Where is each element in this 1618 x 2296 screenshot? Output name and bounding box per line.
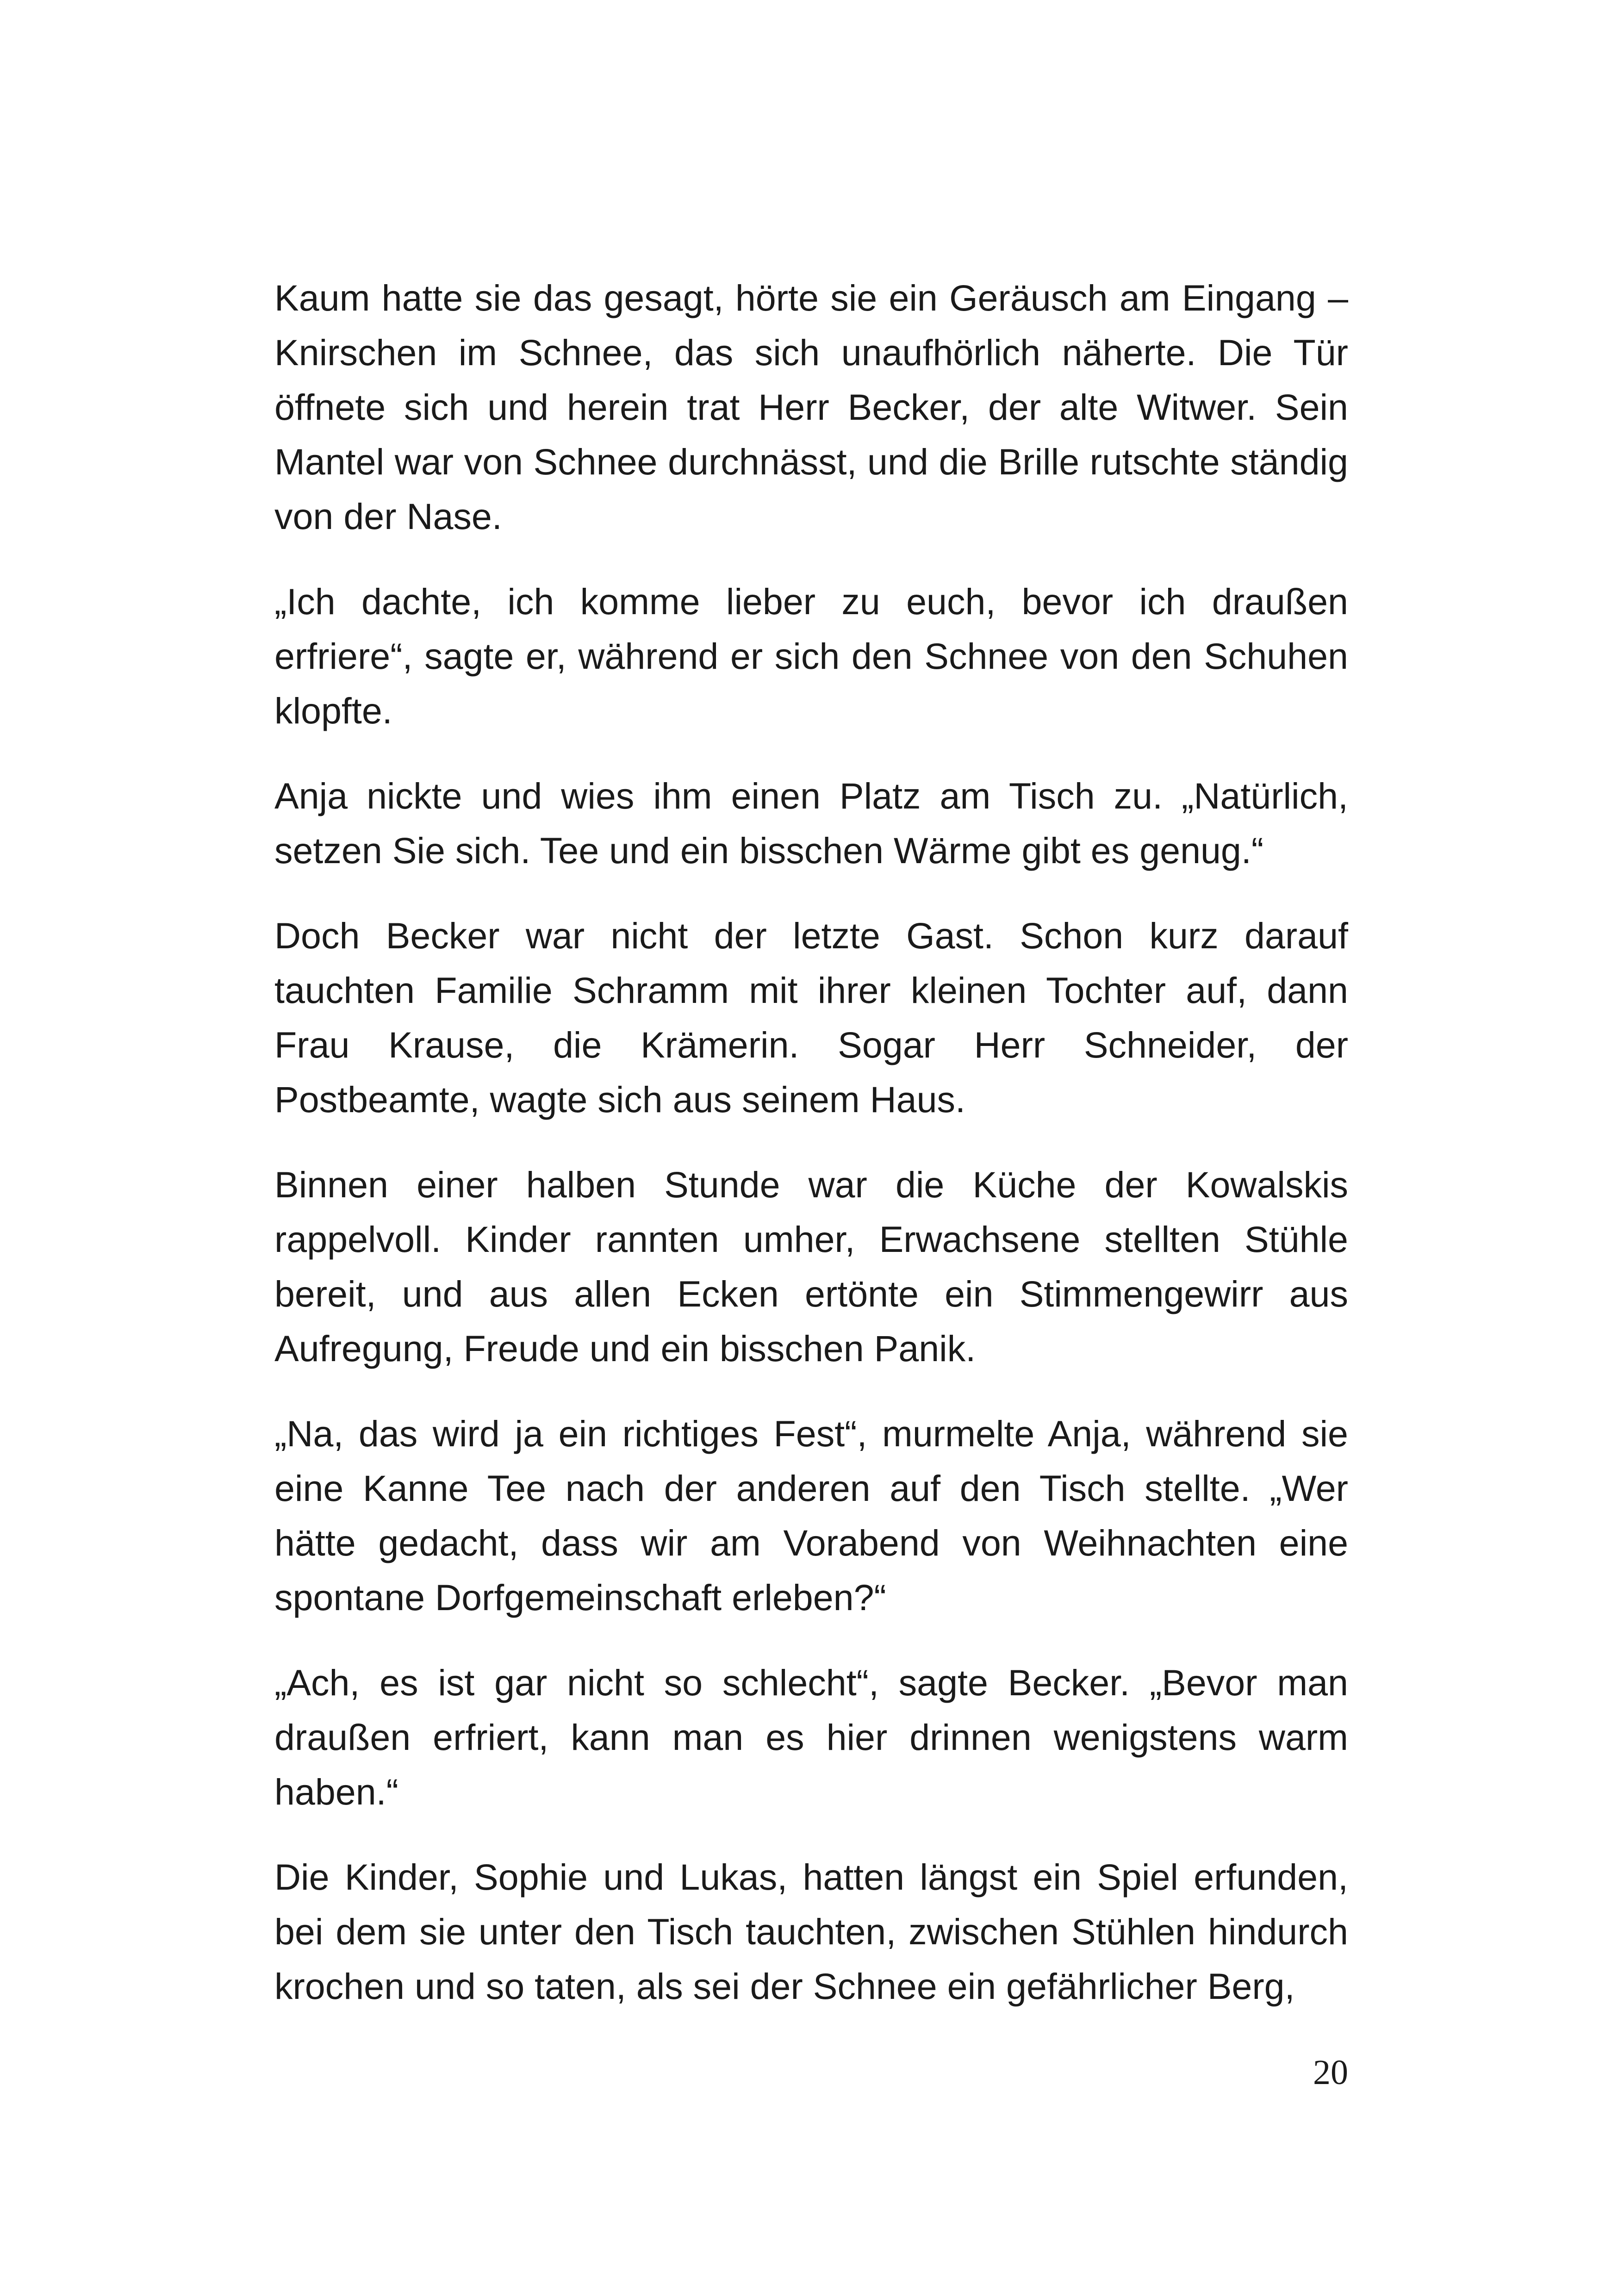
body-text — [274, 271, 1348, 2044]
paragraph-1: Kaum hatte sie das gesagt, hörte sie ein Geräusch am Eingang – Knirschen im Schnee, das sich unaufhörlich näherte. Die Tür öffnete sich und herein trat Herr Becker, der alte Witwer. Sein Mantel war von Schnee durchnässt, und die Brille rutschte ständig von der Nase. — [274, 277, 1348, 537]
paragraph-4: Doch Becker war nicht der letzte Gast. Schon kurz darauf tauchten Familie Schramm mit ihrer kleinen Tochter auf, dann Frau Krause, die Krämerin. Sogar Herr Schneider, der Postbeamte, wagte sich aus seinem Haus. — [274, 915, 1348, 1120]
paragraph-5: Binnen einer halben Stunde war die Küche der Kowalskis rappelvoll. Kinder rannten umher, Erwachsene stellten Stühle bereit, und aus allen Ecken ertönte ein Stimmengewirr aus Aufregung, Freude und ein bisschen Panik. — [274, 1164, 1348, 1369]
paragraph-2: „Ich dachte, ich komme lieber zu euch, bevor ich draußen erfriere“, sagte er, während er sich den Schnee von den Schuhen klopfte. — [274, 581, 1348, 731]
paragraph-6: „Na, das wird ja ein richtiges Fest“, murmelte Anja, während sie eine Kanne Tee nach der anderen auf den Tisch stellte. „Wer hätte gedacht, dass wir am Vorabend von Weihnachten eine spontane Dorfgemeinschaft erleben?“ — [274, 1413, 1348, 1618]
paragraph-7: „Ach, es ist gar nicht so schlecht“, sagte Becker. „Bevor man draußen erfriert, kann man es hier drinnen wenigstens warm haben.“ — [274, 1662, 1348, 1812]
page-number: 20 — [1313, 2053, 1348, 2092]
paragraph-8: Die Kinder, Sophie und Lukas, hatten längst ein Spiel erfunden, bei dem sie unter den Tisch tauchten, zwischen Stühlen hindurch krochen und so taten, als sei der Schnee ein gefährlicher Berg, — [274, 1856, 1348, 2007]
paragraph-3: Anja nickte und wies ihm einen Platz am Tisch zu. „Natürlich, setzen Sie sich. Tee und ein bisschen Wärme gibt es genug.“ — [274, 775, 1348, 871]
